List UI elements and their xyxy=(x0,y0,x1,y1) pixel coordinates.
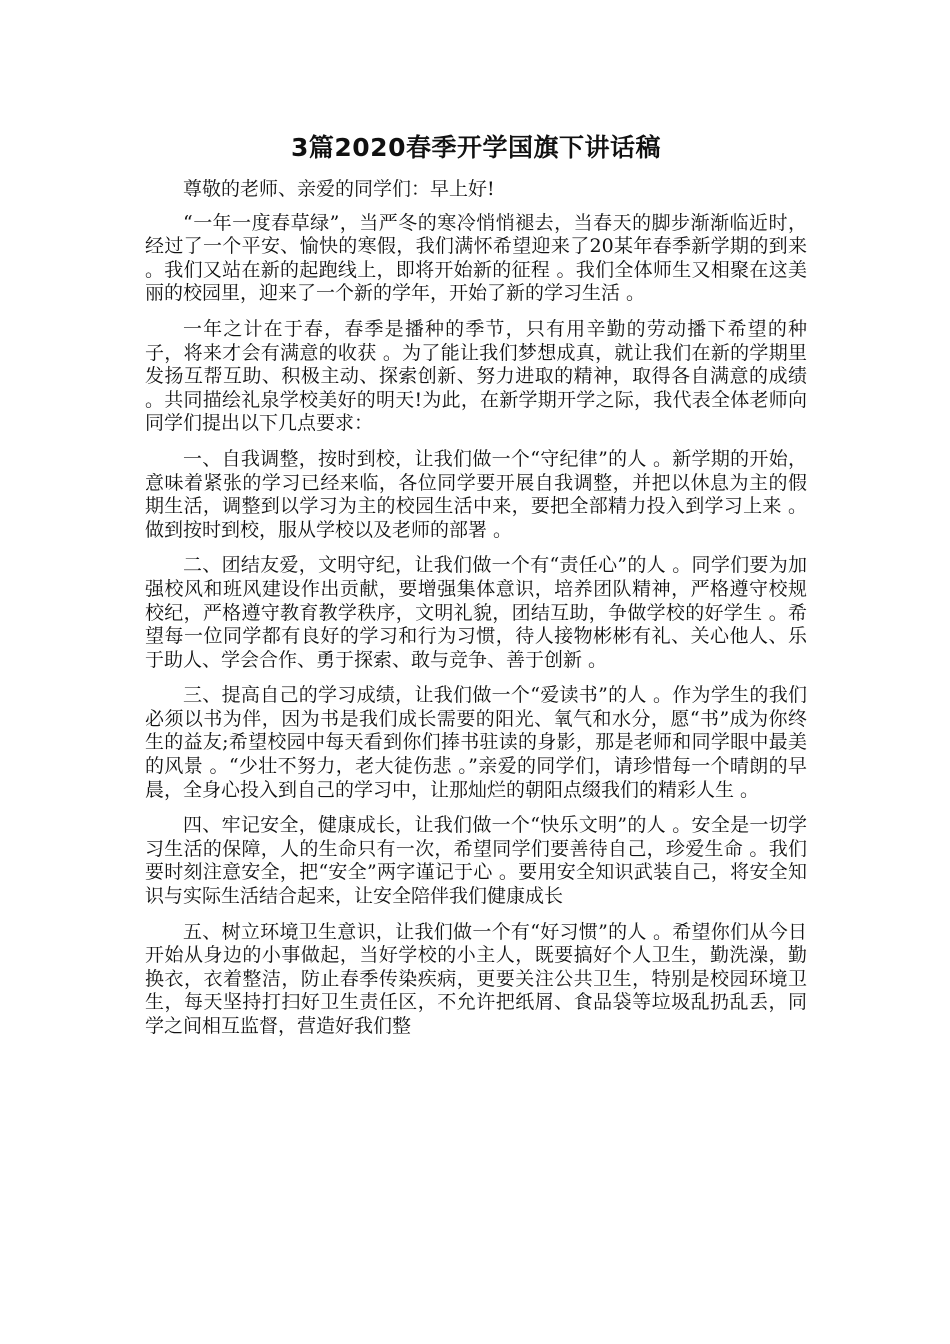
greeting-paragraph: 尊敬的老师、亲爱的同学们：早上好! xyxy=(183,178,495,200)
paragraph-requirement-5: 五、树立环境卫生意识，让我们做一个有“好习惯”的人 。希望你们从今日开始从身边的小事做起，当好学校的小主人，既要搞好个人卫生，勤洗澡，勤换衣，衣着整洁，防止春季传染疾病，更要关注公共卫生，特别是校园环境卫生，每天坚持打扫好卫生责任区，不允许把纸屑、食品袋等垃圾乱扔乱丢，同学之间相互监督，营造好我们整 xyxy=(145,920,807,1037)
paragraph-requirement-2: 二、团结友爱，文明守纪，让我们做一个有“责任心”的人 。同学们要为加强校风和班风建设作出贡献，要增强集体意识，培养团队精神，严格遵守校规校纪，严格遵守教育教学秩序，文明礼貌，团结互助，争做学校的好学生 。希望每一位同学都有良好的学习和行为习惯，待人接物彬彬有礼、关心他人、乐于助人、学会合作、勇于探索、敢与竞争、善于创新 。 xyxy=(145,554,807,671)
paragraph-requirement-3: 三、提高自己的学习成绩，让我们做一个“爱读书”的人 。作为学生的我们必须以书为伴，因为书是我们成长需要的阳光、氧气和水分，愿“书”成为你终生的益友;希望校园中每天看到你们捧书驻读的身影，那是老师和同学眼中最美的风景 。“少壮不努力，老大徒伤悲 。”亲爱的同学们，请珍惜每一个晴朗的早晨，全身心投入到自己的学习中，让那灿烂的朝阳点缀我们的精彩人生 。 xyxy=(145,684,807,801)
document-title: 3篇2020春季开学国旗下讲话稿 xyxy=(291,133,661,162)
paragraph-requirement-1: 一、自我调整，按时到校，让我们做一个“守纪律”的人 。新学期的开始，意味着紧张的学习已经来临，各位同学要开展自我调整，并把以休息为主的假期生活，调整到以学习为主的校园生活中来，要把全部精力投入到学习上来 。做到按时到校，服从学校以及老师的部署 。 xyxy=(145,447,807,541)
paragraph-requirement-4: 四、牢记安全，健康成长，让我们做一个“快乐文明”的人 。安全是一切学习生活的保障，人的生命只有一次，希望同学们要善待自己，珍爱生命 。我们要时刻注意安全，把“安全”两字谨记于心 。要用安全知识武装自己，将安全知识与实际生活结合起来，让安全陪伴我们健康成长 xyxy=(145,814,807,908)
paragraph-spring: 一年之计在于春，春季是播种的季节，只有用辛勤的劳动播下希望的种子，将来才会有满意的收获 。为了能让我们梦想成真，就让我们在新的学期里发扬互帮互助、积极主动、探索创新、努力进取的精神，取得各自满意的成绩 。共同描绘礼泉学校美好的明天!为此，在新学期开学之际，我代表全体老师向同学们提出以下几点要求： xyxy=(145,317,807,435)
paragraph-intro: “一年一度春草绿”，当严冬的寒冷悄悄褪去，当春天的脚步渐渐临近时，经过了一个平安、愉快的寒假，我们满怀希望迎来了20某年春季新学期的到来 。我们又站在新的起跑线上，即将开始新的征程 。我们全体师生又相聚在这美丽的校园里，迎来了一个新的学年，开始了新的学习生活 。 xyxy=(145,211,807,305)
document-page xyxy=(145,130,807,1051)
